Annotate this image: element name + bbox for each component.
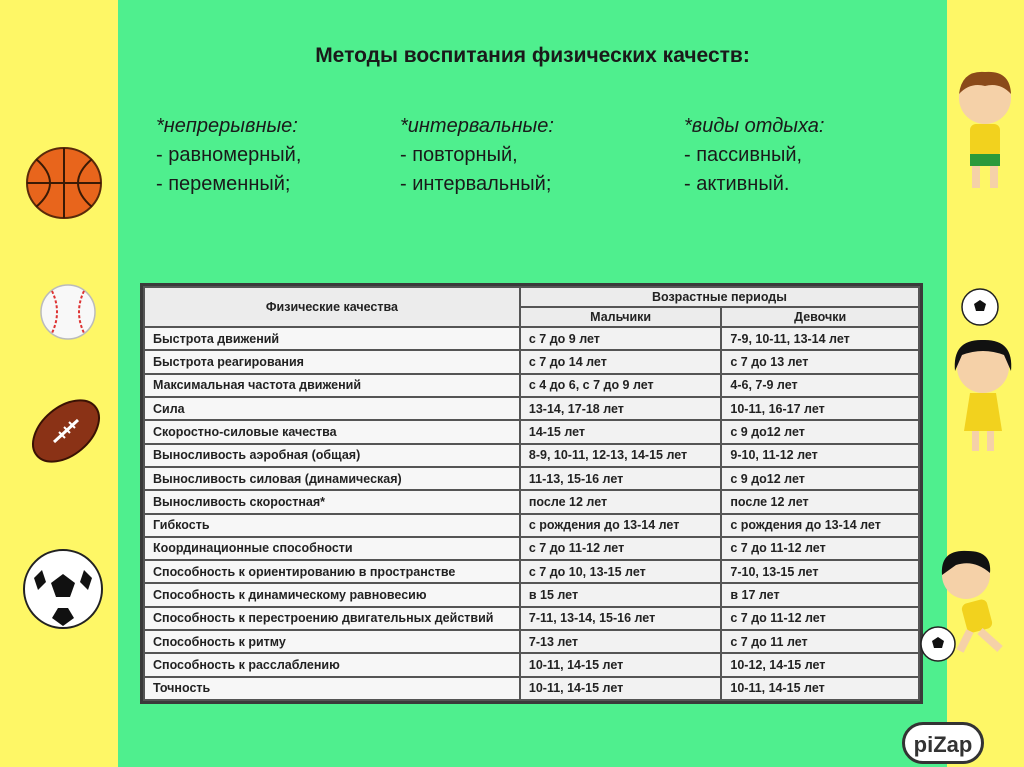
- quality-cell: Способность к динамическому равновесию: [144, 583, 520, 606]
- boy-character-icon: [950, 66, 1020, 194]
- page-title: Методы воспитания физических качеств:: [315, 44, 750, 67]
- method-item: - пассивный,: [684, 144, 803, 166]
- girls-cell: в 17 лет: [721, 583, 919, 606]
- girls-cell: с 7 до 11-12 лет: [721, 537, 919, 560]
- girls-cell: с 9 до12 лет: [721, 467, 919, 490]
- girls-cell: 4-6, 7-9 лет: [721, 374, 919, 397]
- girls-cell: с рождения до 13-14 лет: [721, 514, 919, 537]
- table-row: [144, 607, 919, 630]
- girls-cell: 9-10, 11-12 лет: [721, 444, 919, 467]
- girls-cell: с 7 до 13 лет: [721, 350, 919, 373]
- table-row: [144, 560, 919, 583]
- table-row: [144, 444, 919, 467]
- boys-cell: с 7 до 9 лет: [520, 327, 722, 350]
- basketball-icon: [24, 145, 104, 221]
- boys-cell: с рождения до 13-14 лет: [520, 514, 722, 537]
- quality-cell: Скоростно-силовые качества: [144, 420, 520, 443]
- boys-cell: 13-14, 17-18 лет: [520, 397, 722, 420]
- method-heading: *виды отдыха:: [684, 115, 825, 137]
- boys-cell: 8-9, 10-11, 12-13, 14-15 лет: [520, 444, 722, 467]
- boys-cell: в 15 лет: [520, 583, 722, 606]
- baseball-icon: [38, 283, 98, 341]
- quality-cell: Выносливость силовая (динамическая): [144, 467, 520, 490]
- header-girls: Девочки: [721, 307, 919, 327]
- quality-cell: Способность к ритму: [144, 630, 520, 653]
- left-border: [0, 0, 118, 767]
- header-periods: Возрастные периоды: [520, 287, 919, 307]
- table-row: [144, 397, 919, 420]
- quality-cell: Способность к расслаблению: [144, 653, 520, 676]
- table-row: [144, 350, 919, 373]
- quality-cell: Выносливость скоростная*: [144, 490, 520, 513]
- quality-cell: Способность к перестроению двигательных действий: [144, 607, 520, 630]
- soccer-ball-icon: [22, 548, 104, 630]
- boys-cell: после 12 лет: [520, 490, 722, 513]
- table-row: [144, 653, 919, 676]
- quality-cell: Координационные способности: [144, 537, 520, 560]
- girls-cell: с 9 до12 лет: [721, 420, 919, 443]
- girls-cell: с 7 до 11-12 лет: [721, 607, 919, 630]
- age-periods-table: [140, 283, 923, 704]
- table-row: [144, 327, 919, 350]
- method-heading: *непрерывные:: [156, 115, 298, 137]
- method-group-rest: [684, 112, 824, 199]
- table-row: [144, 514, 919, 537]
- boys-cell: с 7 до 11-12 лет: [520, 537, 722, 560]
- quality-cell: Гибкость: [144, 514, 520, 537]
- method-group-continuous: [156, 112, 301, 199]
- girls-cell: 10-11, 16-17 лет: [721, 397, 919, 420]
- quality-cell: Способность к ориентированию в пространстве: [144, 560, 520, 583]
- header-quality: Физические качества: [144, 287, 520, 327]
- quality-cell: Сила: [144, 397, 520, 420]
- table-row: [144, 630, 919, 653]
- boys-cell: 7-11, 13-14, 15-16 лет: [520, 607, 722, 630]
- table-row: [144, 677, 919, 700]
- boys-cell: с 7 до 14 лет: [520, 350, 722, 373]
- small-soccer-ball-icon: [960, 287, 1000, 327]
- quality-cell: Быстрота реагирования: [144, 350, 520, 373]
- quality-cell: Максимальная частота движений: [144, 374, 520, 397]
- table-row: [144, 490, 919, 513]
- method-heading: *интервальные:: [400, 115, 554, 137]
- girls-cell: после 12 лет: [721, 490, 919, 513]
- quality-cell: Выносливость аэробная (общая): [144, 444, 520, 467]
- boys-cell: 11-13, 15-16 лет: [520, 467, 722, 490]
- method-item: - переменный;: [156, 173, 291, 195]
- table-row: [144, 583, 919, 606]
- girls-cell: 10-12, 14-15 лет: [721, 653, 919, 676]
- football-icon: [26, 392, 106, 470]
- method-item: - равномерный,: [156, 144, 302, 166]
- girls-cell: 10-11, 14-15 лет: [721, 677, 919, 700]
- boys-cell: с 4 до 6, с 7 до 9 лет: [520, 374, 722, 397]
- quality-cell: Точность: [144, 677, 520, 700]
- method-item: - активный.: [684, 173, 790, 195]
- boys-cell: с 7 до 10, 13-15 лет: [520, 560, 722, 583]
- girl-character-icon: [944, 335, 1022, 457]
- table-row: [144, 467, 919, 490]
- table-row: [144, 374, 919, 397]
- header-boys: Мальчики: [520, 307, 722, 327]
- method-item: - повторный,: [400, 144, 518, 166]
- boys-cell: 7-13 лет: [520, 630, 722, 653]
- boys-cell: 10-11, 14-15 лет: [520, 653, 722, 676]
- running-boy-icon: [930, 545, 1020, 657]
- girls-cell: 7-10, 13-15 лет: [721, 560, 919, 583]
- table-row: [144, 420, 919, 443]
- quality-cell: Быстрота движений: [144, 327, 520, 350]
- method-group-interval: [400, 112, 554, 199]
- girls-cell: 7-9, 10-11, 13-14 лет: [721, 327, 919, 350]
- girls-cell: с 7 до 11 лет: [721, 630, 919, 653]
- pizap-logo: [902, 722, 984, 764]
- logo-text: piZap: [913, 732, 973, 757]
- method-item: - интервальный;: [400, 173, 552, 195]
- boys-cell: 10-11, 14-15 лет: [520, 677, 722, 700]
- boys-cell: 14-15 лет: [520, 420, 722, 443]
- table-row: [144, 537, 919, 560]
